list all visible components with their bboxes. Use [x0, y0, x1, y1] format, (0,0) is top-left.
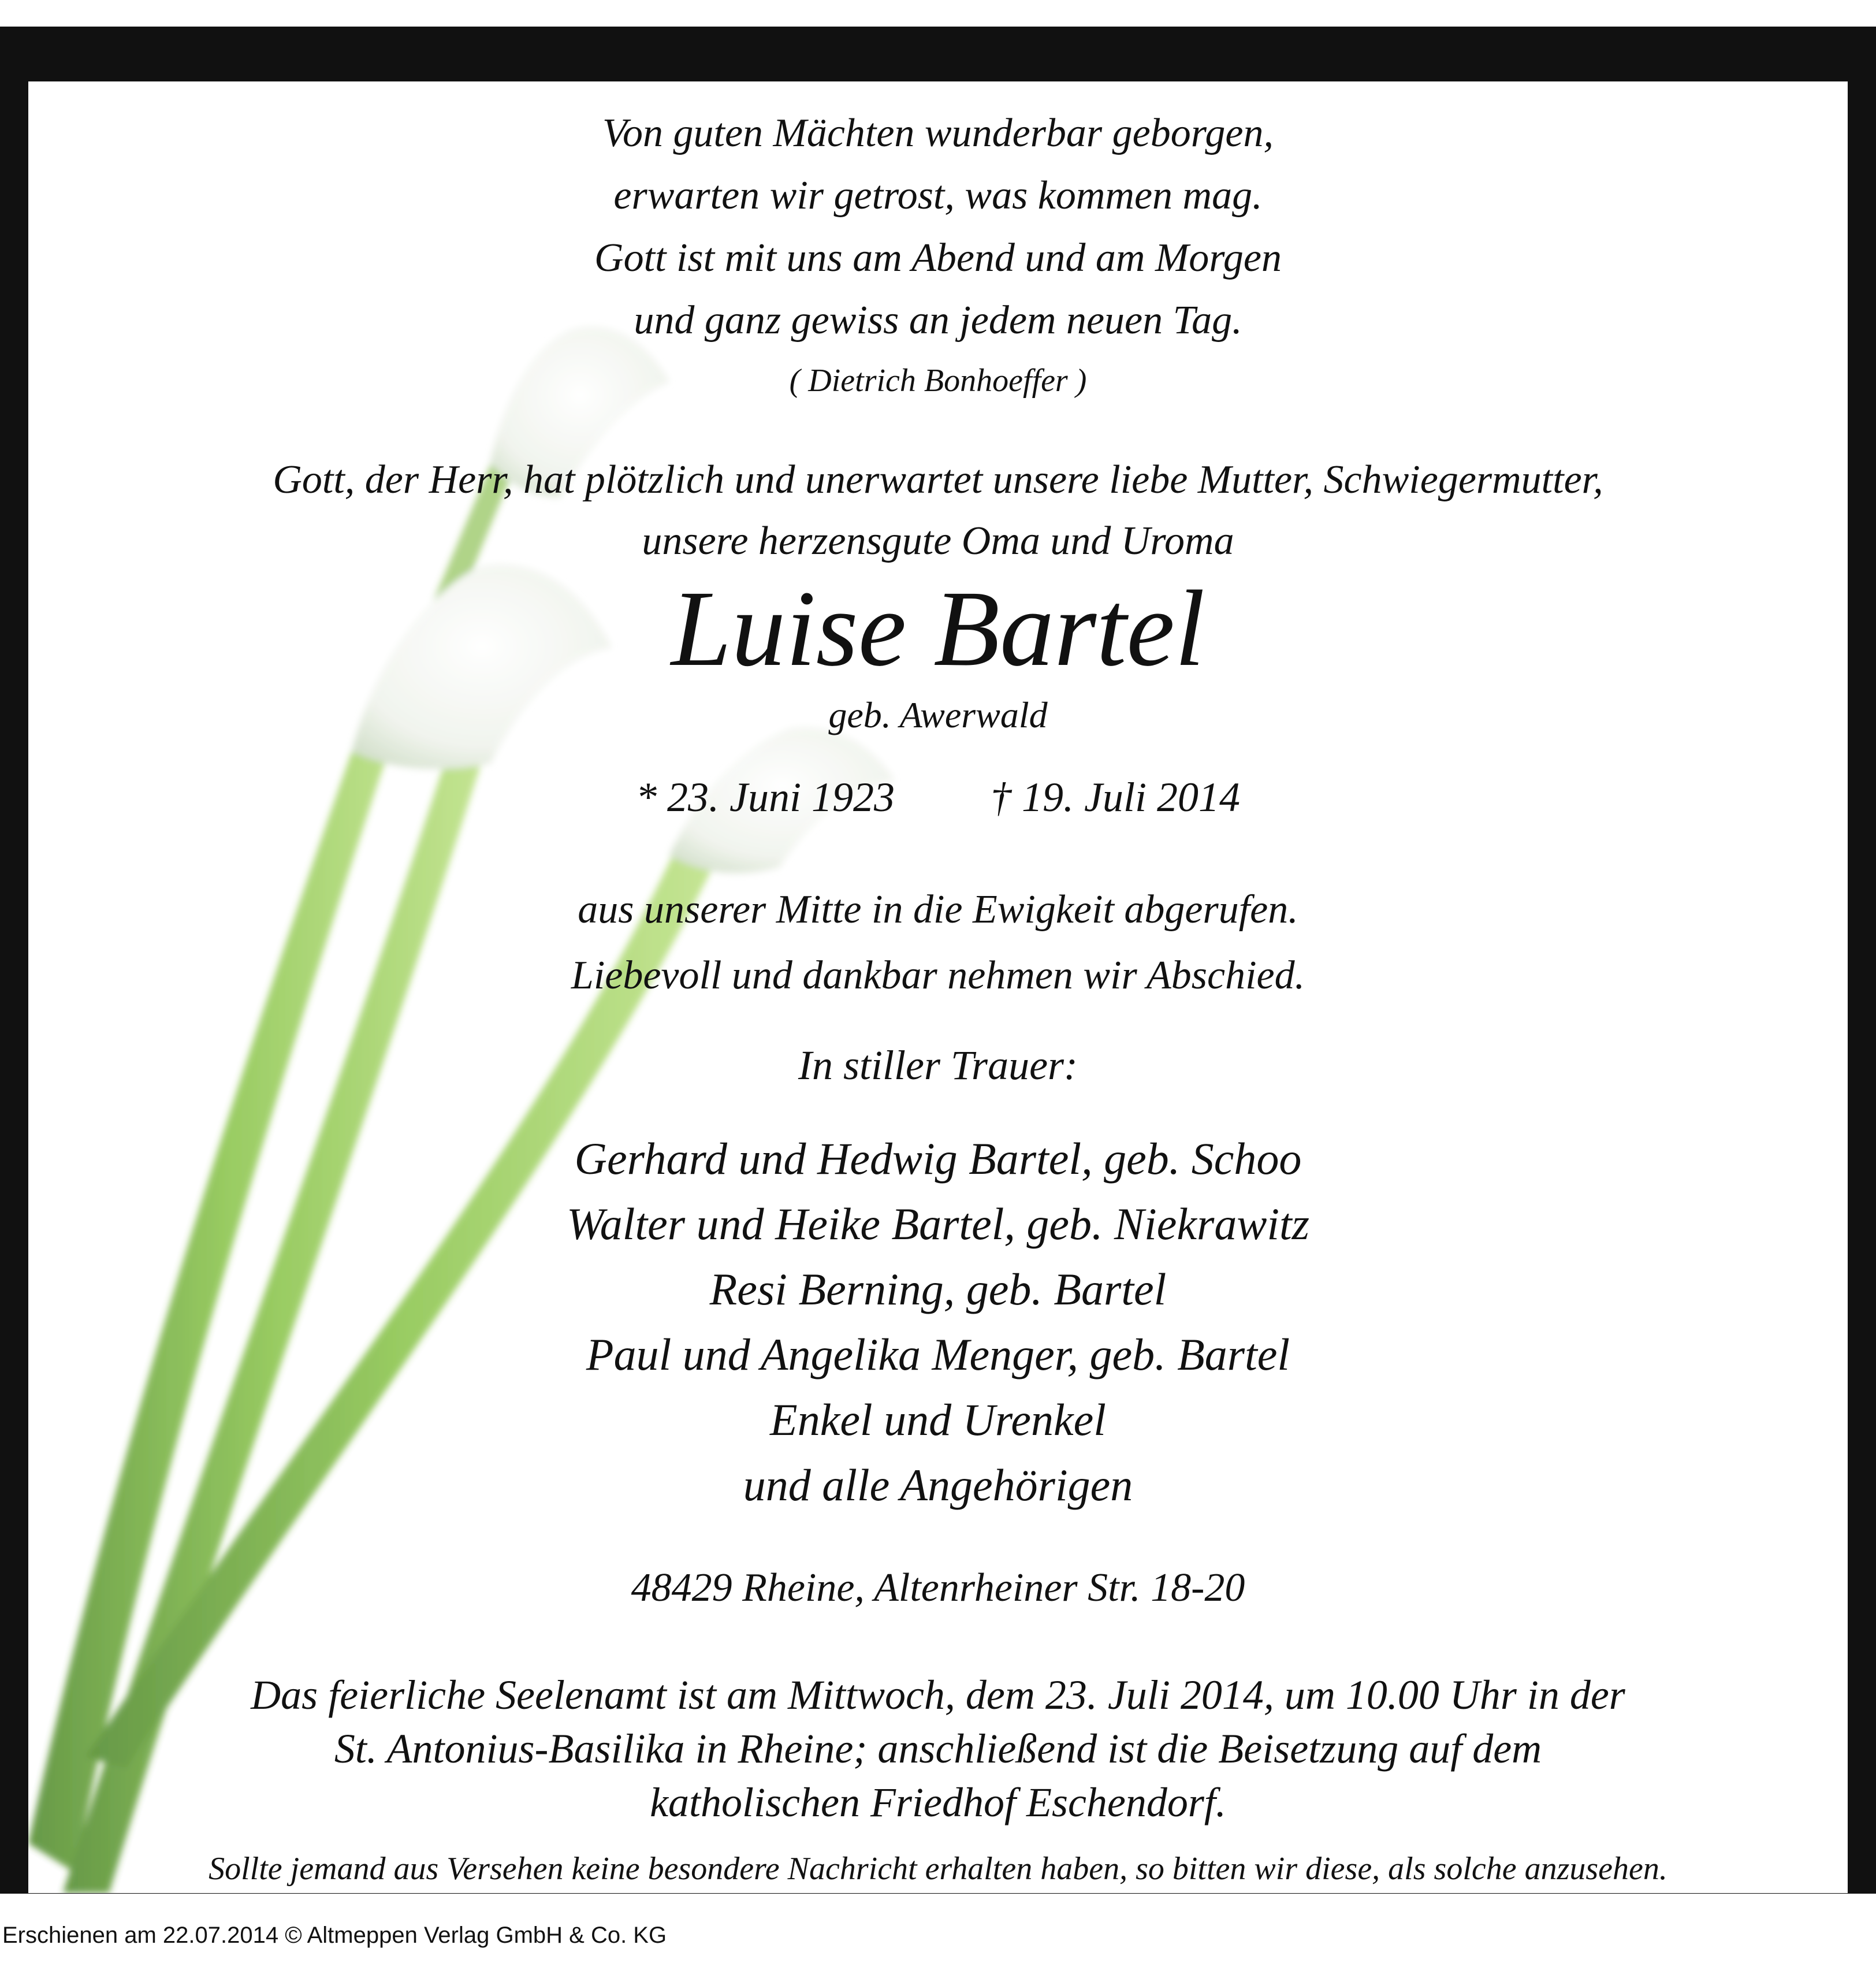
- death-date: † 19. Juli 2014: [991, 774, 1240, 820]
- family-member: Enkel und Urenkel: [770, 1395, 1106, 1445]
- mourning-heading: In stiller Trauer:: [798, 1042, 1078, 1088]
- maiden-name: geb. Awerwald: [828, 694, 1048, 735]
- poem-line: Gott ist mit uns am Abend und am Morgen: [594, 236, 1282, 280]
- intro-line: unsere herzensgute Oma und Uroma: [642, 519, 1234, 563]
- intro-line: Gott, der Herr, hat plötzlich und unerwartet unsere liebe Mutter, Schwiegermutter,: [273, 458, 1603, 502]
- service-line: Das feierliche Seelenamt ist am Mittwoch, dem 23. Juli 2014, um 10.00 Uhr in der: [251, 1672, 1625, 1718]
- family-member: Gerhard und Hedwig Bartel, geb. Schoo: [574, 1133, 1302, 1184]
- service-line: St. Antonius-Basilika in Rheine; anschließend ist die Beisetzung auf dem: [334, 1726, 1542, 1772]
- black-frame: [0, 27, 1876, 1894]
- poem-line: und ganz gewiss an jedem neuen Tag.: [634, 298, 1242, 343]
- poem-author: ( Dietrich Bonhoeffer ): [789, 363, 1087, 399]
- closing-line: aus unserer Mitte in die Ewigkeit abgerufen.: [578, 887, 1298, 932]
- family-address: 48429 Rheine, Altenrheiner Str. 18-20: [631, 1566, 1245, 1610]
- family-member: und alle Angehörigen: [743, 1460, 1133, 1510]
- notice-remark: Sollte jemand aus Versehen keine besondere Nachricht erhalten haben, so bitten wir diese, als solche anzusehen.: [209, 1851, 1667, 1887]
- obituary-card: [28, 81, 1848, 1893]
- obituary-text: [28, 81, 1848, 1893]
- birth-date: * 23. Juni 1923: [636, 774, 895, 820]
- service-line: katholischen Friedhof Eschendorf.: [650, 1779, 1226, 1825]
- deceased-name: Luise Bartel: [671, 568, 1205, 689]
- publication-footer: Erschienen am 22.07.2014 © Altmeppen Verlag GmbH & Co. KG: [2, 1923, 667, 1948]
- closing-line: Liebevoll und dankbar nehmen wir Abschied.: [571, 953, 1305, 998]
- poem-line: erwarten wir getrost, was kommen mag.: [613, 173, 1263, 218]
- family-member: Resi Berning, geb. Bartel: [709, 1264, 1167, 1314]
- poem-line: Von guten Mächten wunderbar geborgen,: [602, 111, 1274, 155]
- life-dates: [28, 774, 1848, 821]
- family-member: Walter und Heike Bartel, geb. Niekrawitz: [566, 1199, 1310, 1249]
- family-member: Paul und Angelika Menger, geb. Bartel: [586, 1329, 1290, 1380]
